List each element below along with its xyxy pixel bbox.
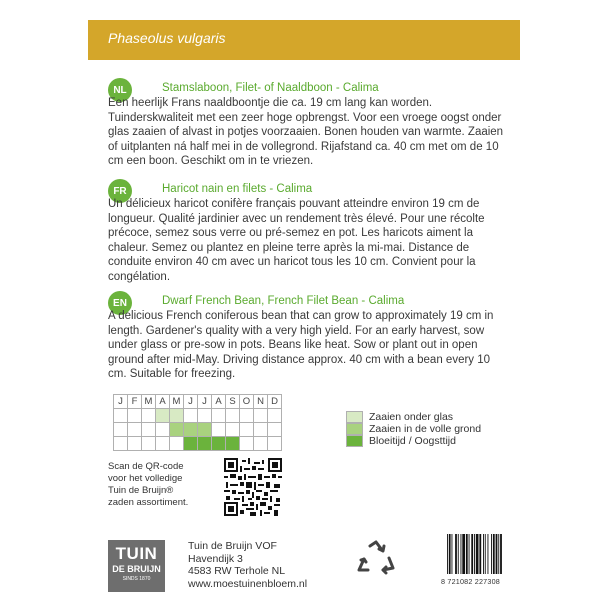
legend-label: Zaaien onder glas — [369, 411, 454, 423]
logo-line3: SINDS 1870 — [122, 576, 151, 582]
calendar-cell — [254, 423, 268, 437]
section-title: Haricot nain en filets - Calima — [162, 183, 313, 195]
calendar-cell — [142, 409, 156, 423]
month-cell: F — [128, 395, 142, 409]
barcode-bar — [485, 534, 486, 574]
calendar-cell — [156, 437, 170, 451]
language-badge: NL — [108, 78, 132, 102]
month-cell: J — [184, 395, 198, 409]
month-cell: J — [114, 395, 128, 409]
barcode-bar — [498, 534, 499, 574]
barcode-icon — [446, 534, 516, 574]
calendar-row-glass — [114, 409, 282, 423]
logo-line2: DE BRUIJN — [112, 564, 161, 574]
barcode-bar — [488, 534, 489, 574]
month-cell: A — [156, 395, 170, 409]
calendar-cell — [128, 423, 142, 437]
legend-swatch — [346, 423, 363, 435]
calendar-cell — [268, 423, 282, 437]
sowing-calendar — [113, 394, 282, 451]
calendar-cell — [156, 409, 170, 423]
barcode-bar — [461, 534, 462, 574]
qr-caption-line: voor het volledige — [108, 473, 183, 484]
barcode-bar — [455, 534, 457, 574]
month-cell: O — [240, 395, 254, 409]
calendar-cell — [184, 409, 198, 423]
calendar-cell — [198, 409, 212, 423]
calendar-row-bloom — [114, 437, 282, 451]
calendar-months-row — [114, 395, 282, 409]
language-badge: EN — [108, 291, 132, 315]
calendar-cell — [114, 437, 128, 451]
section-text: Un délicieux haricot conifère français pouvant atteindre environ 19 cm de longueur. Qualité jardinier avec un rendement très élevé. Pour une récolte précoce, semez sous verre ou pré-semez en pot. Les haricots aiment la chaleur. Semez ou plantez en pleine terre après la mi-mai. Distance de conduite environ 40 cm avec un haricot tous les 10 cm. Convient pour la congélation. — [108, 198, 485, 283]
calendar-cell — [212, 423, 226, 437]
calendar-cell — [184, 437, 198, 451]
address-line: 4583 RW Terhole NL — [188, 565, 286, 577]
calendar-cell — [184, 423, 198, 437]
legend-label: Bloeitijd / Oogsttijd — [369, 435, 456, 447]
calendar-cell — [212, 409, 226, 423]
month-cell: D — [268, 395, 282, 409]
barcode-bar — [496, 534, 498, 574]
qr-caption-line: Tuin de Bruijn® — [108, 485, 174, 496]
brand-logo — [108, 540, 165, 592]
calendar-cell — [198, 437, 212, 451]
barcode-bar — [476, 534, 479, 574]
legend-swatch — [346, 435, 363, 447]
calendar-cell — [170, 409, 184, 423]
calendar-cell — [128, 409, 142, 423]
section-text: A delicious French coniferous bean that can grow to approximately 19 cm in length. Gardener's quality with a very high yield. For an early harvest, sow under glass or pre-sow in pots. Beans like heat. Sow or plant out in open ground after mid-May. Driving distance approx. 40 cm with a bean every 10 cm. Suitable for freezing. — [108, 310, 494, 381]
month-cell: M — [142, 395, 156, 409]
calendar-cell — [142, 437, 156, 451]
barcode-bar — [469, 534, 470, 574]
species-name: Phaseolus vulgaris — [108, 30, 226, 46]
barcode-number: 8 721082 227308 — [441, 577, 500, 586]
barcode-bar — [452, 534, 453, 574]
legend-swatch — [346, 411, 363, 423]
calendar-cell — [212, 437, 226, 451]
legend-item — [346, 411, 481, 423]
month-cell: N — [254, 395, 268, 409]
month-cell: S — [226, 395, 240, 409]
logo-line1: TUIN — [115, 544, 158, 563]
calendar-cell — [240, 423, 254, 437]
legend-item — [346, 435, 481, 447]
barcode-bar — [491, 534, 492, 574]
calendar-cell — [226, 409, 240, 423]
qr-caption-line: Scan de QR-code — [108, 461, 184, 472]
language-badge: FR — [108, 179, 132, 203]
calendar-cell — [226, 423, 240, 437]
calendar-cell — [198, 423, 212, 437]
barcode-bar — [447, 534, 448, 574]
barcode-bar — [479, 534, 481, 574]
month-cell: M — [170, 395, 184, 409]
qr-caption-line: zaden assortiment. — [108, 497, 189, 508]
calendar-cell — [226, 437, 240, 451]
calendar-cell — [268, 437, 282, 451]
website-link[interactable]: www.moestuinenbloem.nl — [188, 577, 308, 590]
legend-label: Zaaien in de volle grond — [369, 423, 482, 435]
calendar-cell — [114, 409, 128, 423]
month-cell: J — [198, 395, 212, 409]
recycle-icon — [355, 540, 397, 578]
calendar-cell — [240, 437, 254, 451]
section-title: Dwarf French Bean, French Filet Bean - Calima — [162, 295, 405, 307]
barcode-bar — [449, 534, 451, 574]
calendar-cell — [170, 437, 184, 451]
calendar-legend — [346, 411, 481, 447]
calendar-cell — [254, 409, 268, 423]
legend-item — [346, 423, 481, 435]
barcode-bar — [471, 534, 473, 574]
barcode-bar — [466, 534, 468, 574]
calendar-cell — [142, 423, 156, 437]
calendar-cell — [254, 437, 268, 451]
calendar-cell — [128, 437, 142, 451]
barcode-bar — [493, 534, 495, 574]
calendar-cell — [268, 409, 282, 423]
calendar-cell — [156, 423, 170, 437]
header-bar — [88, 20, 520, 60]
qr-caption — [108, 461, 218, 509]
calendar-row-open — [114, 423, 282, 437]
calendar-cell — [240, 409, 254, 423]
section-title: Stamslaboon, Filet- of Naaldboon - Calima — [162, 82, 379, 94]
section-text: Een heerlijk Frans naaldboontje die ca. 19 cm lang kan worden. Tuinderskwaliteit met een zeer hoge opbrengst. Voor een vroege oogst onder glas zaaien of alvast in potjes voorzaaien. Bonen houden van warmte. Zaaien of uitplanten ná half mei in de vollegrond. Rijafstand ca. 40 cm met om de 10 cm een boon. Geschikt om in te vriezen. — [108, 97, 504, 168]
company-address — [188, 540, 307, 590]
qr-code-icon[interactable] — [224, 458, 282, 516]
barcode-bar — [458, 534, 459, 574]
barcode-bar — [483, 534, 484, 574]
address-line: Tuin de Bruijn VOF — [188, 540, 277, 552]
calendar-cell — [170, 423, 184, 437]
month-cell: A — [212, 395, 226, 409]
barcode-bar — [500, 534, 502, 574]
address-line: Havendijk 3 — [188, 552, 243, 565]
barcode-bar — [474, 534, 475, 574]
calendar-cell — [114, 423, 128, 437]
barcode-bar — [462, 534, 465, 574]
